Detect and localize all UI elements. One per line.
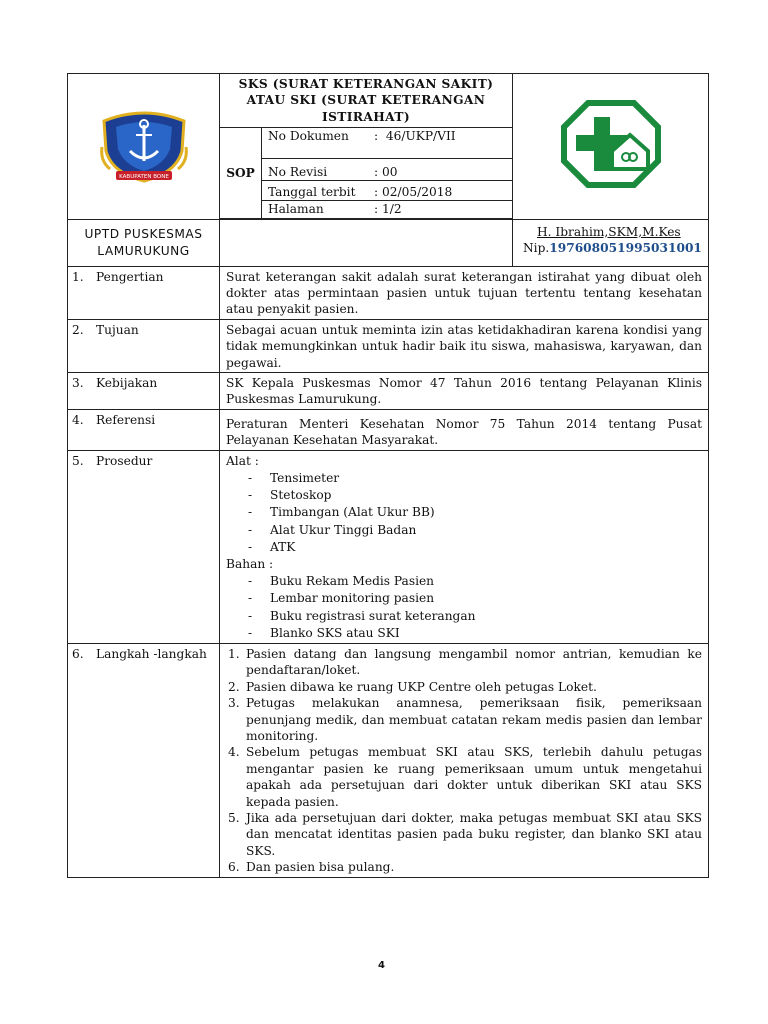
- signer-nip: Nip.197608051995031001: [523, 241, 702, 256]
- list-item: - Alat Ukur Tinggi Badan: [248, 522, 417, 537]
- list-item: 4. Sebelum petugas membuat SKI atau SKS, terlebih dahulu petugas mengantar pasien ke ruang pemeriksaan umum untuk mengetahui apakah ada persetujuan dari dokter untuk diberikan SKI atau SKS kepada pasien.: [228, 745, 703, 809]
- section-text-pengertian: Surat keterangan sakit adalah surat keterangan istirahat yang dibuat oleh dokter atas permintaan pasien untuk tujuan tertentu tentang kesehatan atau penyakit pasien.: [220, 266, 709, 319]
- section-text-langkah: [220, 643, 709, 877]
- section-label-pengertian: 1. Pengertian: [68, 266, 220, 319]
- puskesmas-logo: [560, 99, 662, 189]
- section-text-referensi: Peraturan Menteri Kesehatan Nomor 75 Tahun 2014 tentang Pusat Pelayanan Kesehatan Masyarakat.: [220, 409, 709, 450]
- list-item: - Buku Rekam Medis Pasien: [248, 574, 435, 589]
- list-item: 2. Pasien dibawa ke ruang UKP Centre oleh petugas Loket.: [228, 679, 597, 694]
- puskesmas-logo-cell: [513, 74, 709, 220]
- list-item: - Timbangan (Alat Ukur BB): [248, 505, 435, 520]
- bahan-heading: Bahan :: [226, 556, 274, 571]
- list-item: - Stetoskop: [248, 488, 332, 503]
- section-text-tujuan: Sebagai acuan untuk meminta izin atas ketidakhadiran karena kondisi yang tidak memungkinkan untuk hadir baik itu siswa, mahasiswa, karyawan, dan pegawai.: [220, 319, 709, 372]
- page-number: 4: [378, 960, 385, 971]
- section-label-kebijakan: 3. Kebijakan: [68, 373, 220, 410]
- list-item: - Blanko SKS atau SKI: [248, 625, 400, 640]
- organization-name: UPTD PUSKESMAS LAMURUKUNG: [68, 219, 220, 266]
- list-item: 6. Dan pasien bisa pulang.: [228, 860, 395, 875]
- list-item: - ATK: [248, 539, 296, 554]
- blank-cell: [220, 219, 513, 266]
- list-item: - Tensimeter: [248, 470, 340, 485]
- document-title: SKS (SURAT KETERANGAN SAKIT) ATAU SKI (SURAT KETERANGAN ISTIRAHAT): [220, 74, 513, 128]
- section-label-referensi: 4. Referensi: [68, 409, 220, 450]
- list-item: 3. Petugas melakukan anamnesa, pemeriksaan fisik, pemeriksaan penunjang medik, dan membuat catatan rekam medis pasien dan lembar monitoring.: [228, 696, 703, 743]
- section-label-langkah: 6. Langkah -langkah: [68, 643, 220, 877]
- sop-label: SOP: [220, 128, 262, 218]
- signature-block: [513, 219, 709, 266]
- bone-logo-cell: [68, 74, 220, 220]
- section-label-prosedur: 5. Prosedur: [68, 450, 220, 643]
- bone-logo-text: KABUPATEN BONE: [118, 174, 169, 181]
- meta-tanggal-terbit: Tanggal terbit : 02/05/2018: [262, 181, 513, 201]
- list-item: - Lembar monitoring pasien: [248, 591, 435, 606]
- meta-halaman: Halaman : 1/2: [262, 201, 513, 218]
- section-text-kebijakan: SK Kepala Puskesmas Nomor 47 Tahun 2016 tentang Pelayanan Klinis Puskesmas Lamurukung.: [220, 373, 709, 410]
- section-label-tujuan: 2. Tujuan: [68, 319, 220, 372]
- list-item: 1. Pasien datang dan langsung mengambil nomor antrian, kemudian ke pendaftaran/loket.: [228, 646, 703, 678]
- steps-list: [226, 646, 702, 876]
- meta-no-dokumen: No Dokumen : 46/UKP/VII: [262, 128, 513, 159]
- alat-heading: Alat :: [226, 453, 259, 468]
- signer-name: H. Ibrahim,SKM,M.Kes: [537, 224, 681, 239]
- section-text-prosedur: [220, 450, 709, 643]
- sop-table: [67, 73, 709, 878]
- sop-document: [67, 73, 708, 878]
- kabupaten-bone-logo: [96, 103, 192, 185]
- meta-no-revisi: No Revisi : 00: [262, 159, 513, 181]
- list-item: - Buku registrasi surat keterangan: [248, 608, 476, 623]
- list-item: 5. Jika ada persetujuan dari dokter, maka petugas membuat SKI atau SKS dan mencatat identitas pasien pada buku register, dan blanko SKI atau SKS.: [228, 810, 703, 858]
